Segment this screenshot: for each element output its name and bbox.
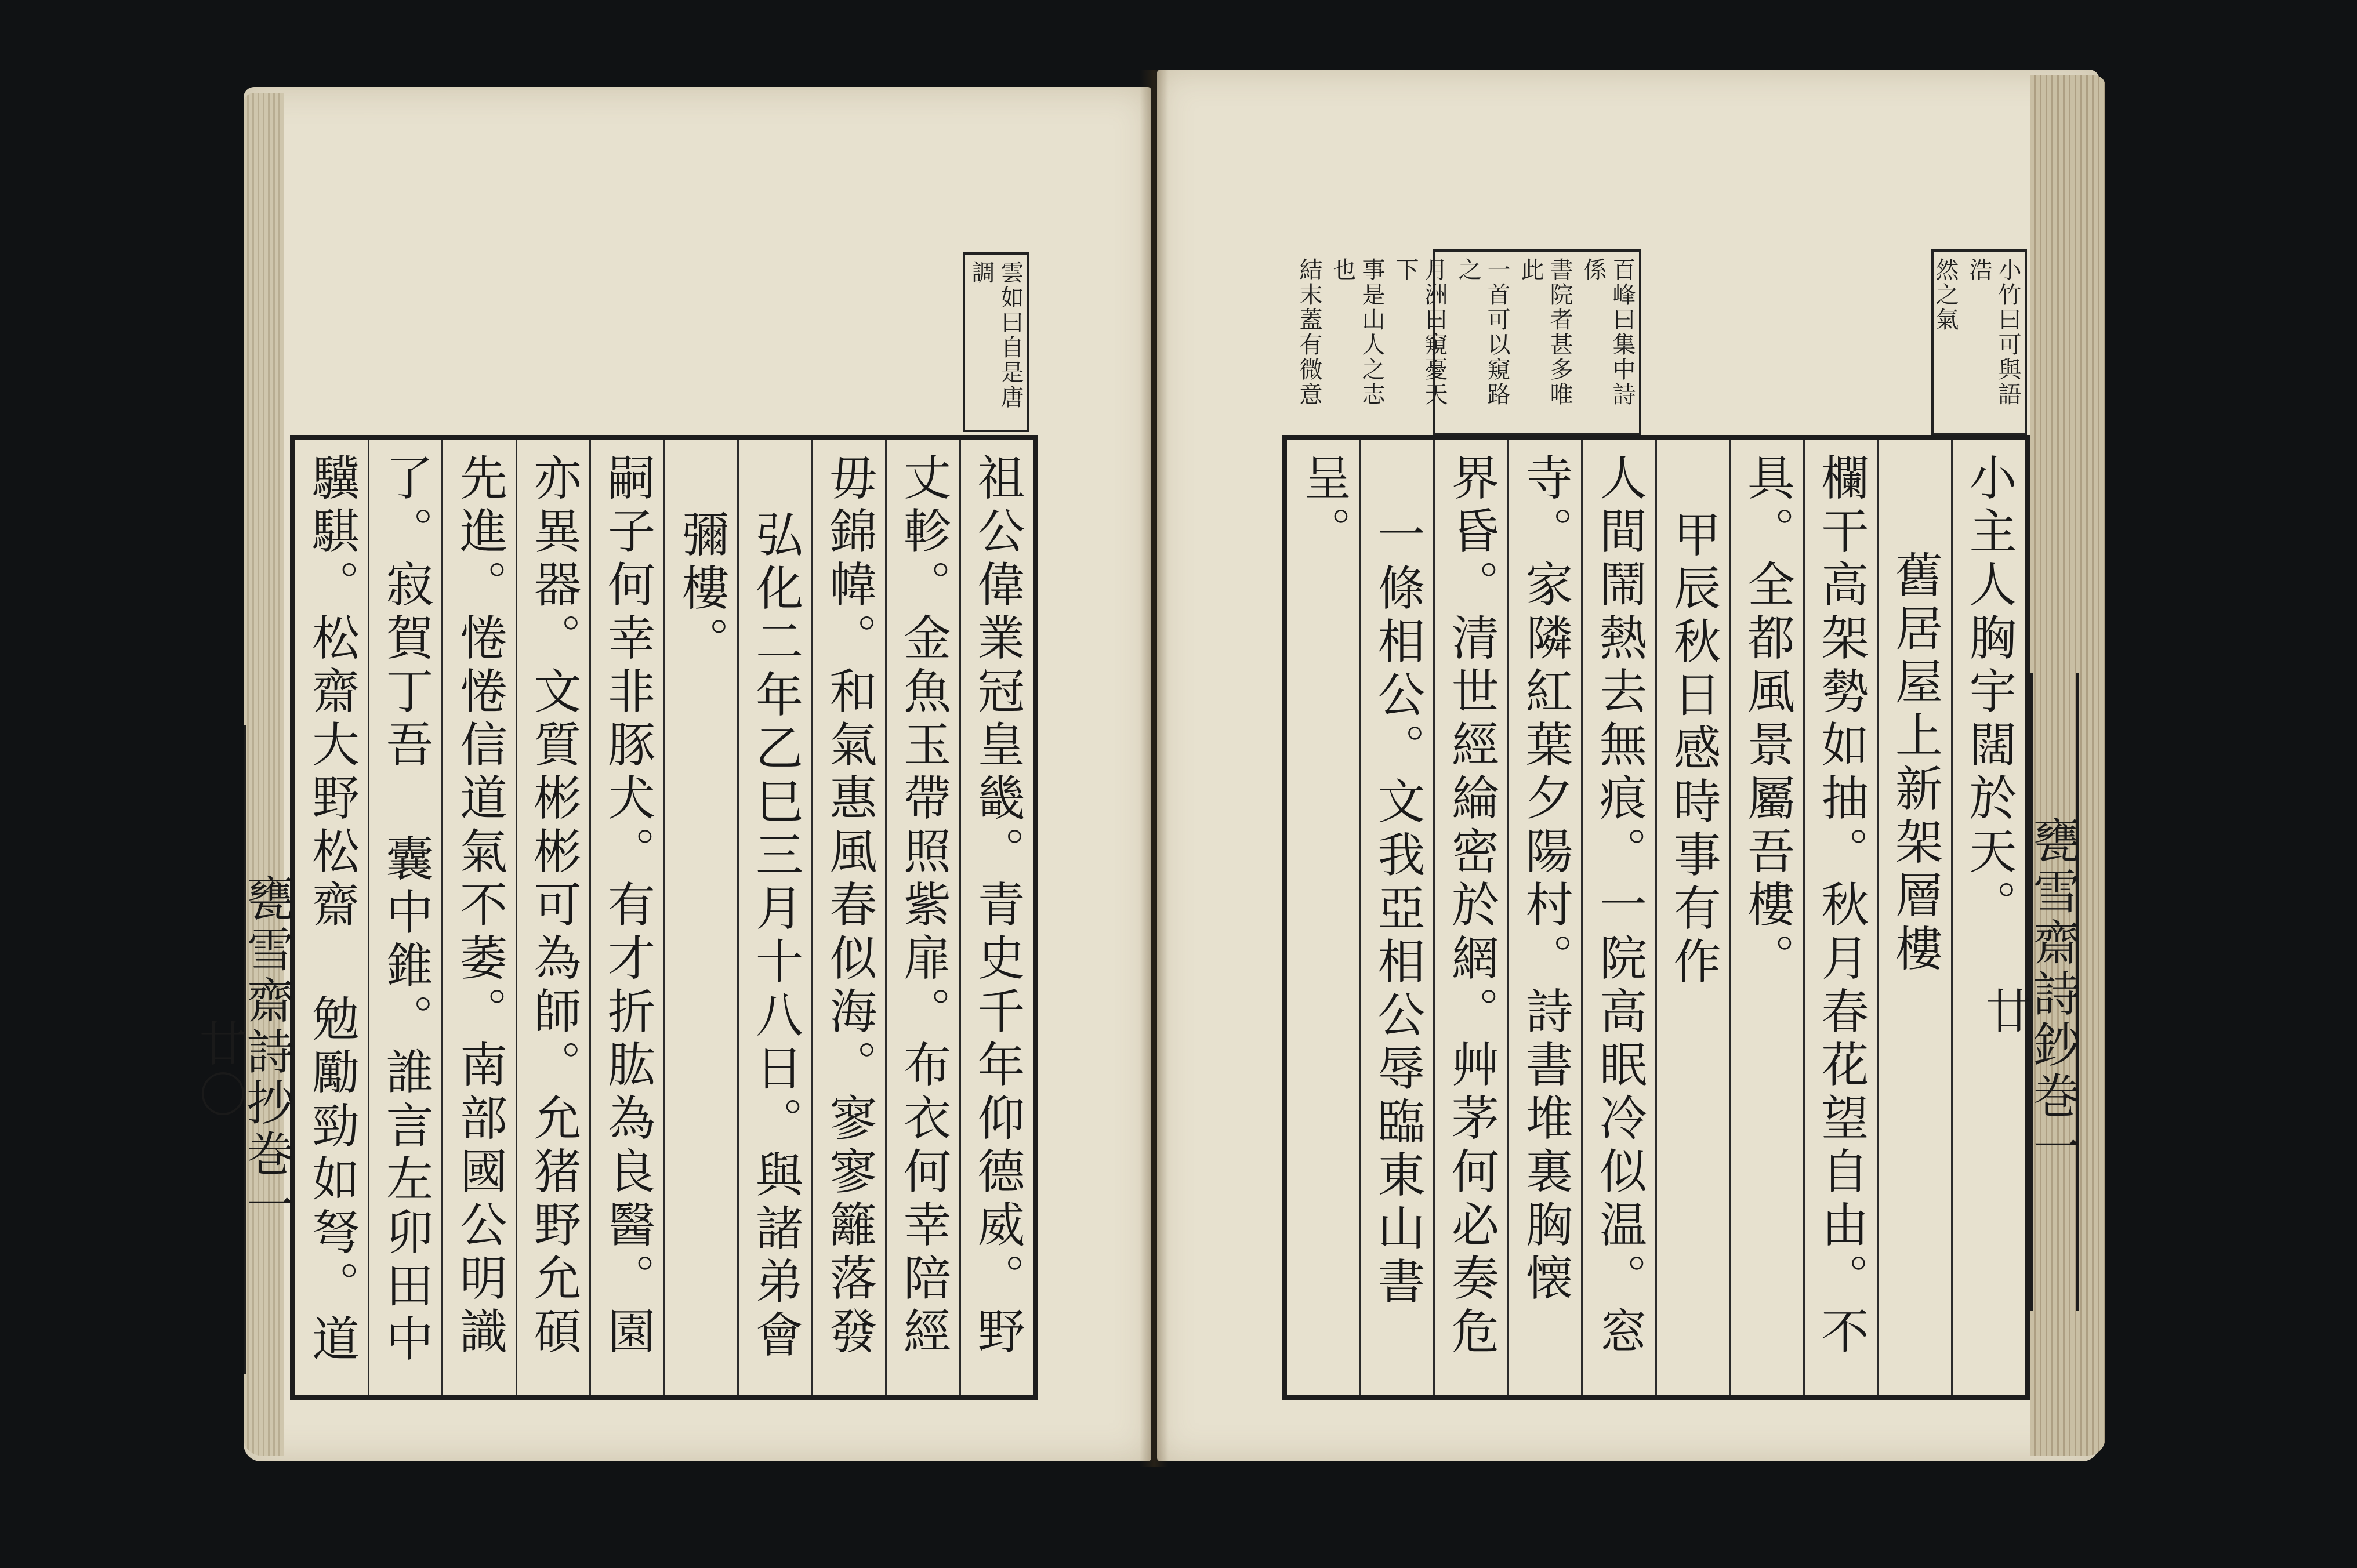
book-gutter xyxy=(1140,70,1169,1467)
text-column: 欄干高架勢如抽。秋月春花望自由。不 xyxy=(1803,440,1877,1395)
right-marginal-note-b xyxy=(1296,249,1641,435)
right-marginal-note-a xyxy=(1931,249,2027,435)
note-column: 月洲曰窺憂天下 xyxy=(1392,257,1448,407)
text-column: 具。全都風景屬吾樓。 xyxy=(1729,440,1803,1395)
text-column: 丈軫。金魚玉帶照紫扉。布衣何幸陪經 xyxy=(885,440,959,1395)
note-column: 事是山人之志也 xyxy=(1329,257,1385,407)
text-column: 毋錦幃。和氣惠風春似海。寥寥籬落發 xyxy=(811,440,886,1395)
text-column: 祖公偉業冠皇畿。青史千年仰德威。野 xyxy=(959,440,1034,1395)
text-column: 呈。 xyxy=(1296,453,1351,560)
text-column: 寺。家隣紅葉夕陽村。詩書堆裏胸懐 xyxy=(1507,440,1582,1395)
text-column: 驥騏。松齋大野松齋 勉勵勁如弩。道 xyxy=(304,453,360,1367)
spine-title: 甕雪齋詩鈔巻一 xyxy=(2025,816,2080,1173)
text-column: 彌樓。 xyxy=(663,440,738,1395)
note-column: 結末蓋有微意 xyxy=(1296,257,1322,407)
text-column: 弘化二年乙巳三月十八日。與諸弟會 xyxy=(737,440,811,1395)
page-number: 廿〇 xyxy=(191,1019,246,1121)
right-text-frame xyxy=(1282,435,2033,1400)
note-column: 書院者甚多唯此 xyxy=(1517,257,1573,407)
left-text-frame xyxy=(290,435,1038,1400)
bleed-through-text xyxy=(325,261,351,412)
note-column: 雲如曰自是唐調 xyxy=(968,260,1024,410)
note-column: 小竹曰可與語浩 xyxy=(1966,257,2021,407)
text-column: 甲辰秋日感時事有作 xyxy=(1655,440,1729,1395)
text-column: 小主人胸宇闊於天。 xyxy=(1951,440,2025,1395)
note-column: 百峰曰集中詩係 xyxy=(1580,257,1636,407)
page-number: 廿 xyxy=(1978,986,2033,1037)
text-column: 先進。惓惓信道氣不萎。南部國公明識 xyxy=(441,440,516,1395)
right-spine-label xyxy=(1978,673,2080,1311)
text-column: 了。寂賀丁吾 囊中錐。誰言左卯田中 xyxy=(368,440,442,1395)
text-column: 亦異器。文質彬彬可為師。允猪野允碩 xyxy=(516,440,590,1395)
text-column: 人間鬧熱去無痕。一院高眠冷似温。窓 xyxy=(1581,440,1655,1395)
note-column: 然之氣 xyxy=(1932,257,1959,332)
text-column: 一條相公。文我亞相公辱臨東山書 xyxy=(1359,440,1434,1395)
spine-title: 甕雪齋詩抄巻一 xyxy=(239,874,294,1231)
text-column: 界昏。清世經綸密於網。艸茅何必奏危 xyxy=(1433,440,1507,1395)
left-spine-label xyxy=(191,725,294,1374)
text-column: 舊居屋上新架層樓 xyxy=(1877,440,1951,1395)
text-column: 嗣子何幸非豚犬。有才折肱為良醫。園 xyxy=(589,440,663,1395)
note-column: 一首可以窺路之 xyxy=(1455,257,1510,407)
left-marginal-note xyxy=(963,252,1029,432)
